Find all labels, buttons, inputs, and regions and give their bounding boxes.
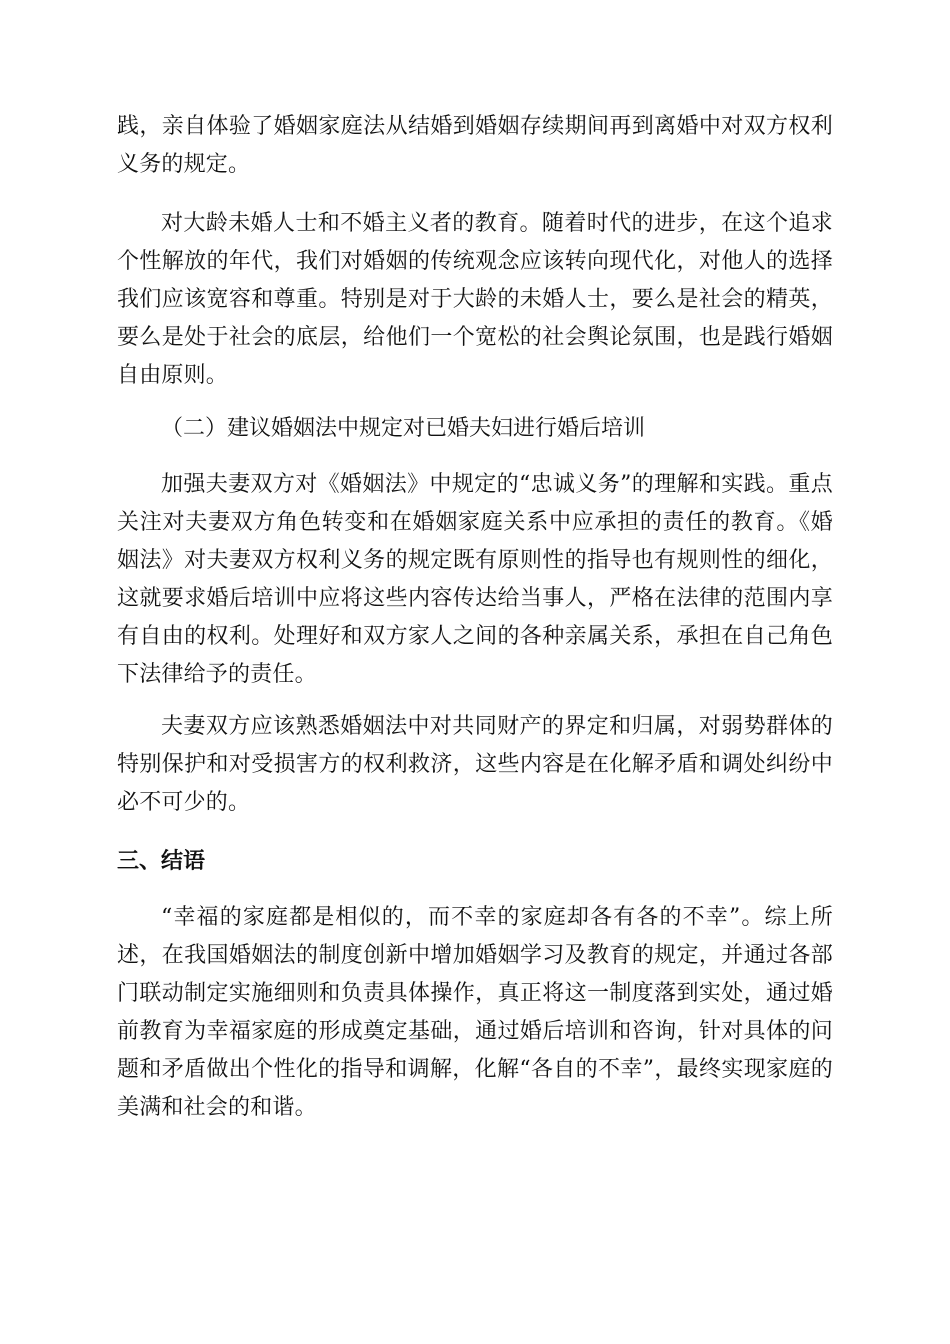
paragraph-conclusion: “幸福的家庭都是相似的，而不幸的家庭却各有各的不幸”。综上所述，在我国婚姻法的制度创新中增加婚姻学习及教育的规定，并通过各部门联动制定实施细则和负责具体操作，真正将这一制度落到实处，通过婚前教育为幸福家庭的形成奠定基础，通过婚后培训和咨询，针对具体的问题和矛盾做出个性化的指导和调解，化解“各自的不幸”，最终实现家庭的美满和社会的和谐。 [117,905,833,1120]
paragraph-unmarried-education: 对大龄未婚人士和不婚主义者的教育。随着时代的进步，在这个追求个性解放的年代，我们对婚姻的传统观念应该转向现代化，对他人的选择我们应该宽容和尊重。特别是对于大龄的未婚人士，要么是社会的精英，要么是处于社会的底层，给他们一个宽松的社会舆论氛围，也是践行婚姻自由原则。 [117,211,833,388]
subheading-post-marriage-training: （二）建议婚姻法中规定对已婚夫妇进行婚后培训 [161,416,646,441]
section-heading-conclusion: 三、结语 [117,849,206,874]
paragraph-common-property: 夫妻双方应该熟悉婚姻法中对共同财产的界定和归属，对弱势群体的特别保护和对受损害方的权利救济，这些内容是在化解矛盾和调处纠纷中必不可少的。 [117,714,833,815]
paragraph-loyalty-obligation: 加强夫妻双方对《婚姻法》中规定的“忠诚义务”的理解和实践。重点关注对夫妻双方角色转变和在婚姻家庭关系中应承担的责任的教育。《婚姻法》对夫妻双方权利义务的规定既有原则性的指导也有规则性的细化，这就要求婚后培训中应将这些内容传达给当事人，严格在法律的范围内享有自由的权利。处理好和双方家人之间的各种亲属关系，承担在自己角色下法律给予的责任。 [117,472,833,687]
paragraph-continuation: 践，亲自体验了婚姻家庭法从结婚到婚姻存续期间再到离婚中对双方权利义务的规定。 [117,114,833,177]
